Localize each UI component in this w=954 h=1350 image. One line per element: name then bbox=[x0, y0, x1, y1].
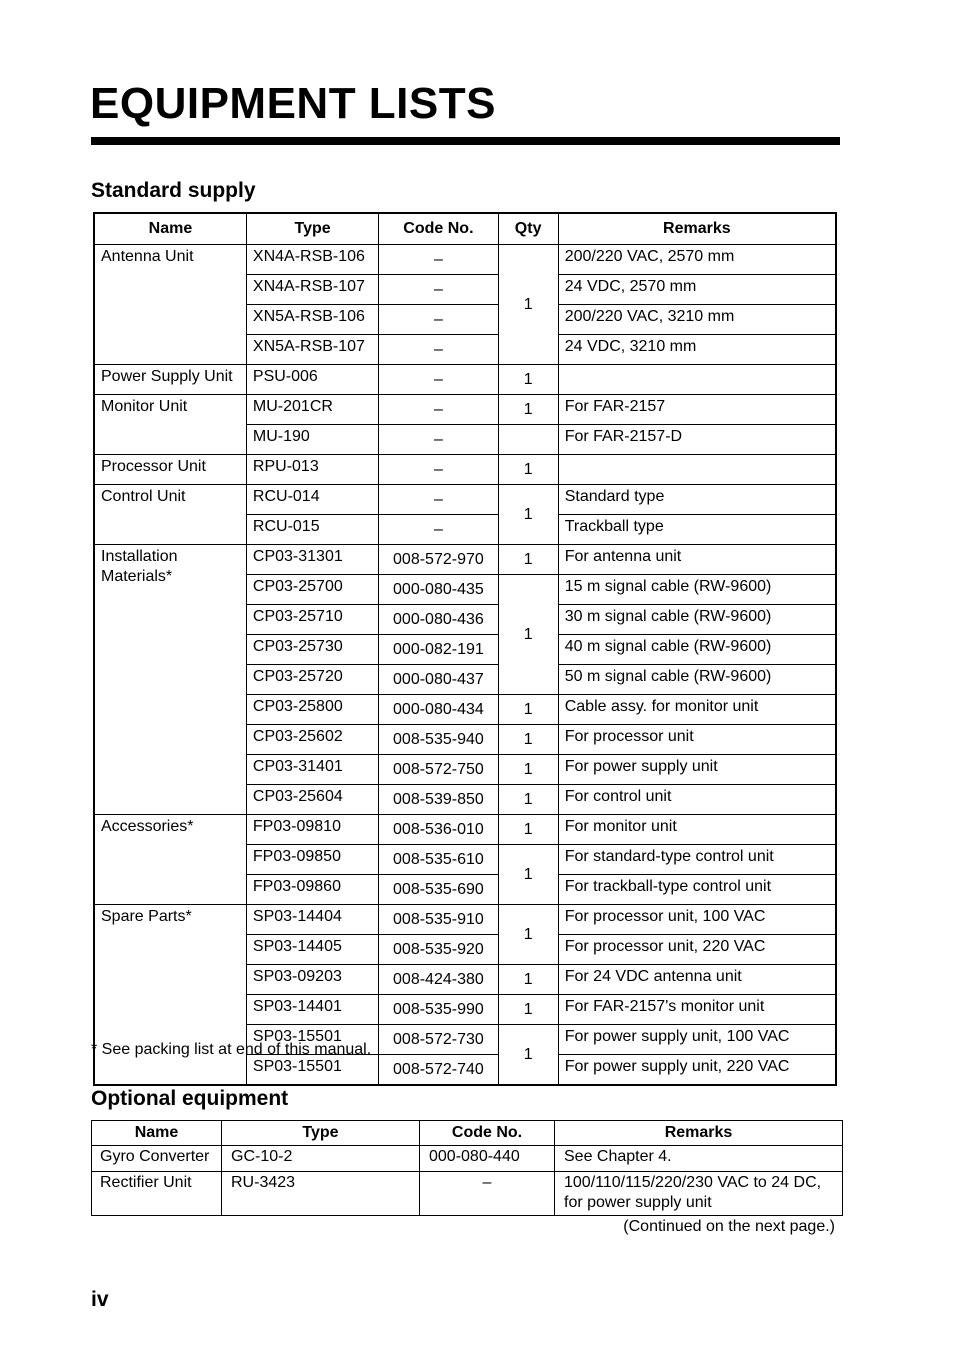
qty-cell: 1 bbox=[498, 815, 558, 845]
remarks-cell: 200/220 VAC, 3210 mm bbox=[558, 305, 836, 335]
qty-cell: 1 bbox=[498, 695, 558, 725]
code-cell: 008-535-690 bbox=[379, 875, 498, 905]
column-header-name: Name bbox=[94, 213, 246, 245]
code-cell: 000-080-434 bbox=[379, 695, 498, 725]
optional-equipment-heading: Optional equipment bbox=[91, 1087, 289, 1110]
qty-cell: 1 bbox=[498, 995, 558, 1025]
type-cell: CP03-25800 bbox=[246, 695, 378, 725]
type-cell: FP03-09810 bbox=[246, 815, 378, 845]
column-header-qty: Qty bbox=[498, 213, 558, 245]
code-cell: 008-535-940 bbox=[379, 725, 498, 755]
remarks-cell: 40 m signal cable (RW-9600) bbox=[558, 635, 836, 665]
type-cell: SP03-14404 bbox=[246, 905, 378, 935]
code-cell: 000-080-440 bbox=[420, 1146, 555, 1172]
table-row bbox=[94, 365, 836, 395]
name-cell: Gyro Converter bbox=[92, 1146, 222, 1172]
remarks-cell: For standard-type control unit bbox=[558, 845, 836, 875]
column-header-code: Code No. bbox=[379, 213, 498, 245]
type-cell: CP03-31301 bbox=[246, 545, 378, 575]
column-header-type: Type bbox=[222, 1121, 420, 1146]
standard-supply-table bbox=[93, 212, 837, 1086]
remarks-cell bbox=[558, 365, 836, 395]
remarks-cell: For FAR-2157 bbox=[558, 395, 836, 425]
group-name: Antenna Unit bbox=[94, 245, 246, 365]
remarks-cell: For power supply unit bbox=[558, 755, 836, 785]
table-row bbox=[92, 1172, 843, 1216]
remarks-cell: 24 VDC, 2570 mm bbox=[558, 275, 836, 305]
code-cell: 008-572-740 bbox=[379, 1055, 498, 1086]
continued-note: (Continued on the next page.) bbox=[623, 1218, 835, 1235]
remarks-cell bbox=[555, 1172, 843, 1216]
table-row bbox=[94, 905, 836, 935]
code-cell: – bbox=[379, 395, 498, 425]
group-name: Spare Parts* bbox=[94, 905, 246, 1086]
type-cell: CP03-25720 bbox=[246, 665, 378, 695]
table-row bbox=[94, 545, 836, 575]
column-header-type: Type bbox=[246, 213, 378, 245]
title-rule bbox=[91, 137, 840, 145]
type-cell: CP03-25602 bbox=[246, 725, 378, 755]
qty-cell bbox=[498, 425, 558, 455]
qty-cell: 1 bbox=[498, 455, 558, 485]
remarks-cell: For antenna unit bbox=[558, 545, 836, 575]
qty-cell: 1 bbox=[498, 785, 558, 815]
remarks-cell: Cable assy. for monitor unit bbox=[558, 695, 836, 725]
qty-cell: 1 bbox=[498, 245, 558, 365]
type-cell: XN5A-RSB-107 bbox=[246, 335, 378, 365]
code-cell: 008-572-750 bbox=[379, 755, 498, 785]
type-cell: XN4A-RSB-107 bbox=[246, 275, 378, 305]
remarks-cell: For power supply unit, 220 VAC bbox=[558, 1055, 836, 1086]
type-cell: CP03-25604 bbox=[246, 785, 378, 815]
group-name: Power Supply Unit bbox=[94, 365, 246, 395]
code-cell: 000-082-191 bbox=[379, 635, 498, 665]
type-cell: GC-10-2 bbox=[222, 1146, 420, 1172]
code-cell: 008-535-990 bbox=[379, 995, 498, 1025]
footnote: * See packing list at end of this manual. bbox=[91, 1041, 372, 1058]
type-cell: FP03-09850 bbox=[246, 845, 378, 875]
type-cell: CP03-31401 bbox=[246, 755, 378, 785]
remarks-cell: For FAR-2157-D bbox=[558, 425, 836, 455]
remarks-cell: Trackball type bbox=[558, 515, 836, 545]
group-name: Accessories* bbox=[94, 815, 246, 905]
type-cell: RCU-014 bbox=[246, 485, 378, 515]
remarks-cell: 24 VDC, 3210 mm bbox=[558, 335, 836, 365]
qty-cell: 1 bbox=[498, 575, 558, 695]
remarks-line: for power supply unit bbox=[564, 1194, 712, 1211]
type-cell: CP03-25710 bbox=[246, 605, 378, 635]
type-cell: FP03-09860 bbox=[246, 875, 378, 905]
remarks-cell: For trackball-type control unit bbox=[558, 875, 836, 905]
standard-supply-heading: Standard supply bbox=[91, 179, 256, 202]
code-cell: – bbox=[379, 245, 498, 275]
table-row bbox=[94, 455, 836, 485]
table-row bbox=[94, 245, 836, 275]
column-header-code: Code No. bbox=[420, 1121, 555, 1146]
code-cell: 008-535-910 bbox=[379, 905, 498, 935]
qty-cell: 1 bbox=[498, 845, 558, 905]
remarks-cell: 200/220 VAC, 2570 mm bbox=[558, 245, 836, 275]
type-cell: SP03-14401 bbox=[246, 995, 378, 1025]
code-cell: – bbox=[379, 485, 498, 515]
remarks-cell: 15 m signal cable (RW-9600) bbox=[558, 575, 836, 605]
type-cell: PSU-006 bbox=[246, 365, 378, 395]
remarks-cell: Standard type bbox=[558, 485, 836, 515]
qty-cell: 1 bbox=[498, 365, 558, 395]
column-header-remarks: Remarks bbox=[555, 1121, 843, 1146]
table-row bbox=[94, 815, 836, 845]
code-cell: 000-080-436 bbox=[379, 605, 498, 635]
page-number: iv bbox=[91, 1288, 109, 1311]
code-cell: – bbox=[379, 335, 498, 365]
code-cell: 008-535-920 bbox=[379, 935, 498, 965]
qty-cell: 1 bbox=[498, 1025, 558, 1086]
code-cell: 008-539-850 bbox=[379, 785, 498, 815]
type-cell: XN4A-RSB-106 bbox=[246, 245, 378, 275]
code-cell: – bbox=[379, 305, 498, 335]
code-cell: 000-080-437 bbox=[379, 665, 498, 695]
type-cell: MU-201CR bbox=[246, 395, 378, 425]
remarks-cell bbox=[558, 455, 836, 485]
remarks-cell: 50 m signal cable (RW-9600) bbox=[558, 665, 836, 695]
code-cell: 008-572-730 bbox=[379, 1025, 498, 1055]
code-cell: 008-535-610 bbox=[379, 845, 498, 875]
group-name: Control Unit bbox=[94, 485, 246, 545]
code-cell: 008-572-970 bbox=[379, 545, 498, 575]
remarks-cell: 30 m signal cable (RW-9600) bbox=[558, 605, 836, 635]
qty-cell: 1 bbox=[498, 755, 558, 785]
remarks-line: 100/110/115/220/230 VAC to 24 DC, bbox=[564, 1174, 822, 1191]
remarks-cell: For power supply unit, 100 VAC bbox=[558, 1025, 836, 1055]
remarks-cell: For processor unit, 100 VAC bbox=[558, 905, 836, 935]
remarks-cell: For 24 VDC antenna unit bbox=[558, 965, 836, 995]
code-cell: – bbox=[379, 365, 498, 395]
type-cell: RU-3423 bbox=[222, 1172, 420, 1216]
remarks-cell: For processor unit, 220 VAC bbox=[558, 935, 836, 965]
qty-cell: 1 bbox=[498, 905, 558, 965]
qty-cell: 1 bbox=[498, 545, 558, 575]
qty-cell: 1 bbox=[498, 395, 558, 425]
code-cell: – bbox=[379, 275, 498, 305]
type-cell: SP03-15501 bbox=[246, 1055, 378, 1086]
table-row bbox=[92, 1146, 843, 1172]
code-cell: 000-080-435 bbox=[379, 575, 498, 605]
type-cell: MU-190 bbox=[246, 425, 378, 455]
code-cell: 008-536-010 bbox=[379, 815, 498, 845]
table-row bbox=[94, 485, 836, 515]
remarks-cell: For monitor unit bbox=[558, 815, 836, 845]
page-title: EQUIPMENT LISTS bbox=[90, 79, 496, 128]
table-row bbox=[94, 395, 836, 425]
code-cell: – bbox=[379, 515, 498, 545]
qty-cell: 1 bbox=[498, 485, 558, 545]
code-cell: – bbox=[379, 425, 498, 455]
type-cell: CP03-25730 bbox=[246, 635, 378, 665]
table-header-row bbox=[92, 1121, 843, 1146]
qty-cell: 1 bbox=[498, 965, 558, 995]
type-cell: CP03-25700 bbox=[246, 575, 378, 605]
table-header-row bbox=[94, 213, 836, 245]
type-cell: RCU-015 bbox=[246, 515, 378, 545]
code-cell: – bbox=[420, 1172, 555, 1216]
name-cell: Rectifier Unit bbox=[92, 1172, 222, 1216]
column-header-name: Name bbox=[92, 1121, 222, 1146]
type-cell: SP03-15501 bbox=[246, 1025, 378, 1055]
column-header-remarks: Remarks bbox=[558, 213, 836, 245]
group-name: Monitor Unit bbox=[94, 395, 246, 455]
type-cell: SP03-09203 bbox=[246, 965, 378, 995]
remarks-cell: See Chapter 4. bbox=[555, 1146, 843, 1172]
code-cell: 008-424-380 bbox=[379, 965, 498, 995]
remarks-cell: For FAR-2157's monitor unit bbox=[558, 995, 836, 1025]
optional-equipment-table bbox=[91, 1120, 843, 1216]
type-cell: XN5A-RSB-106 bbox=[246, 305, 378, 335]
code-cell: – bbox=[379, 455, 498, 485]
qty-cell: 1 bbox=[498, 725, 558, 755]
type-cell: SP03-14405 bbox=[246, 935, 378, 965]
remarks-cell: For processor unit bbox=[558, 725, 836, 755]
group-name: Processor Unit bbox=[94, 455, 246, 485]
type-cell: RPU-013 bbox=[246, 455, 378, 485]
remarks-cell: For control unit bbox=[558, 785, 836, 815]
group-name: Installation Materials* bbox=[94, 545, 246, 815]
